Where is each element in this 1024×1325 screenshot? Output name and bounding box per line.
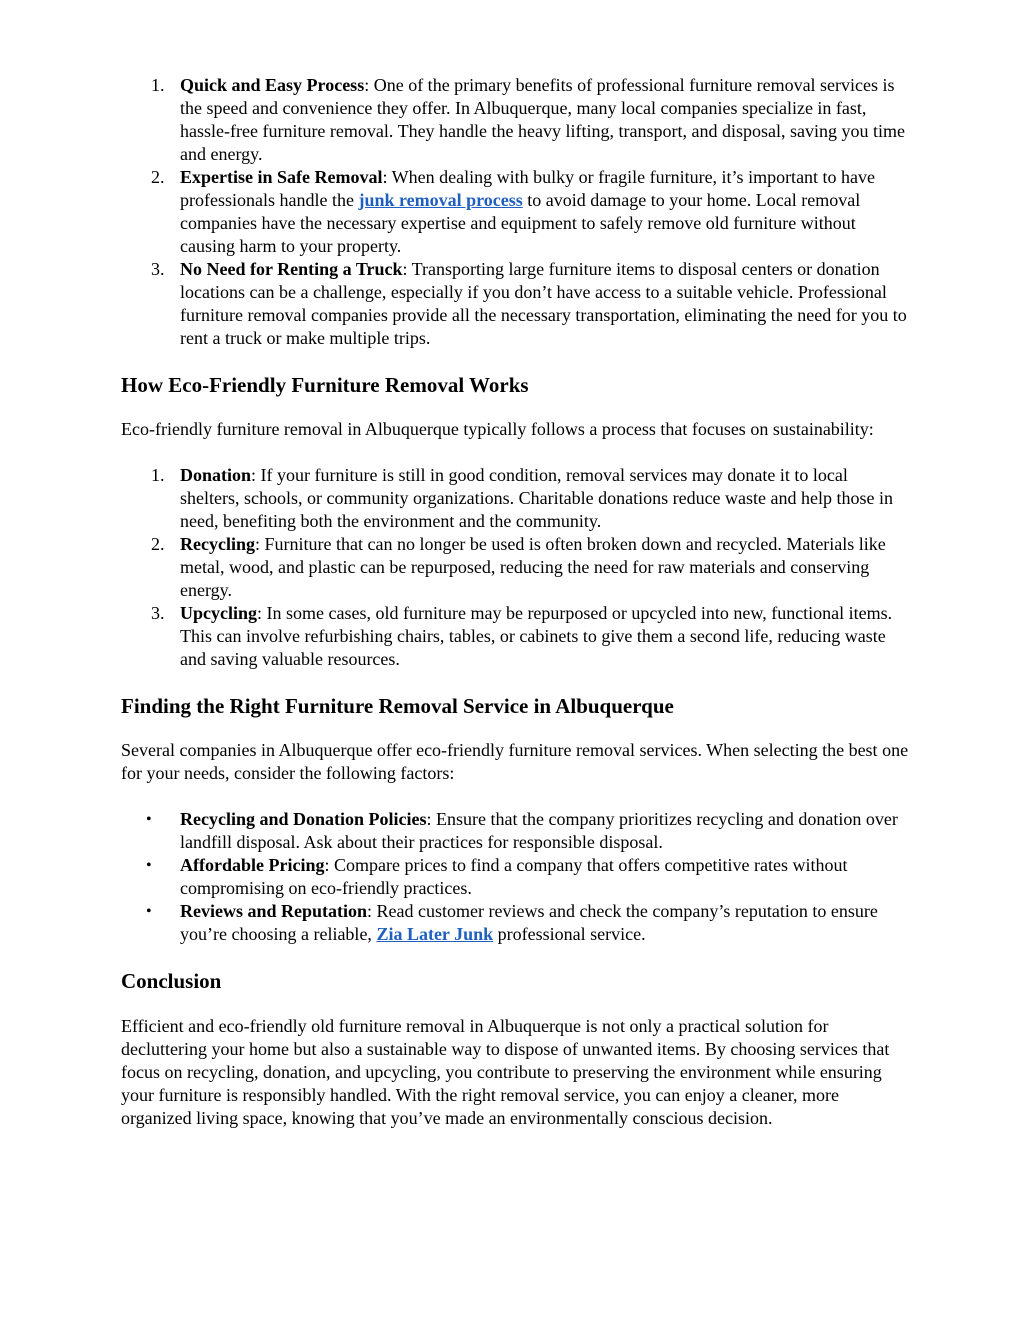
list-item	[121, 900, 911, 946]
item-text: : In some cases, old furniture may be repurposed or upcycled into new, functional items. This can involve refurbishing chairs, tables, or cabinets to give them a second life, reducing waste and saving valuable resources.	[180, 603, 893, 669]
list-number: 2.	[151, 167, 165, 187]
eco-section-intro: Eco-friendly furniture removal in Albuquerque typically follows a process that focuses on sustainability:	[121, 419, 874, 439]
list-item	[121, 602, 911, 671]
item-term: Donation	[180, 465, 252, 485]
item-text: to avoid damage to your home. Local removal companies have the necessary expertise and equipment to safely remove old furniture without causing harm to your property.	[180, 190, 861, 256]
item-text: : Read customer reviews and check the company’s reputation to ensure you’re choosing a reliable,	[180, 901, 878, 944]
bullet-icon: •	[146, 857, 152, 874]
bullet-icon: •	[146, 903, 152, 920]
conclusion-heading: Conclusion	[121, 969, 222, 993]
item-text: : When dealing with bulky or fragile furniture, it’s important to have professionals handle the	[180, 167, 876, 210]
item-text: : Transporting large furniture items to disposal centers or donation locations can be a challenge, especially if you don’t have access to a suitable vehicle. Professional furniture removal companies provide all the necessary transportation, eliminating the need for you to rent a truck or make multiple trips.	[180, 259, 907, 348]
list-item	[121, 258, 911, 350]
item-term: Recycling and Donation Policies	[180, 809, 427, 829]
list-number: 3.	[151, 603, 165, 623]
conclusion-body: Efficient and eco-friendly old furniture removal in Albuquerque is not only a practical solution for decluttering your home but also a sustainable way to dispose of unwanted items. By choosing services that focus on recycling, donation, and upcycling, you contribute to preserving the environment while ensuring your furniture is responsibly handled. With the right removal service, you can enjoy a cleaner, more organized living space, knowing that you’ve made an environmentally conscious decision.	[121, 1016, 890, 1128]
list-number: 1.	[151, 465, 165, 485]
item-text: : One of the primary benefits of professional furniture removal services is the speed and convenience they offer. In Albuquerque, many local companies specialize in fast, hassle-free furniture removal. They handle the heavy lifting, transport, and disposal, saving you time and energy.	[180, 75, 905, 164]
list-item	[121, 464, 911, 533]
zia-later-junk-link[interactable]: Zia Later Junk	[376, 924, 494, 944]
eco-section-heading: How Eco-Friendly Furniture Removal Works	[121, 373, 529, 397]
document-page	[121, 74, 911, 1130]
benefits-list	[121, 74, 911, 350]
item-term: Upcycling	[180, 603, 258, 623]
item-term: Reviews and Reputation	[180, 901, 368, 921]
list-item	[121, 854, 911, 900]
item-term: Expertise in Safe Removal	[180, 167, 383, 187]
item-text: professional service.	[493, 924, 646, 944]
item-text: : If your furniture is still in good condition, removal services may donate it to local shelters, schools, or community organizations. Charitable donations reduce waste and help those in need, benefiting both the environment and the community.	[180, 465, 894, 531]
item-term: Quick and Easy Process	[180, 75, 365, 95]
list-number: 3.	[151, 259, 165, 279]
eco-process-list	[121, 464, 911, 671]
list-item	[121, 533, 911, 602]
finding-section-heading: Finding the Right Furniture Removal Service in Albuquerque	[121, 694, 674, 718]
item-text: : Furniture that can no longer be used is often broken down and recycled. Materials like metal, wood, and plastic can be repurposed, reducing the need for raw materials and conserving energy.	[180, 534, 886, 600]
list-item	[121, 808, 911, 854]
list-number: 1.	[151, 75, 165, 95]
list-number: 2.	[151, 534, 165, 554]
finding-section-intro: Several companies in Albuquerque offer eco-friendly furniture removal services. When selecting the best one for your needs, consider the following factors:	[121, 740, 909, 783]
junk-removal-process-link[interactable]: junk removal process	[358, 190, 523, 210]
bullet-icon: •	[146, 811, 152, 828]
item-text: : Ensure that the company prioritizes recycling and donation over landfill disposal. Ask about their practices for responsible disposal.	[180, 809, 898, 852]
factors-list	[121, 808, 911, 946]
item-text: : Compare prices to find a company that offers competitive rates without compromising on eco-friendly practices.	[180, 855, 848, 898]
list-item	[121, 166, 911, 258]
item-term: Recycling	[180, 534, 255, 554]
item-term: Affordable Pricing	[180, 855, 325, 875]
list-item	[121, 74, 911, 166]
item-term: No Need for Renting a Truck	[180, 259, 403, 279]
